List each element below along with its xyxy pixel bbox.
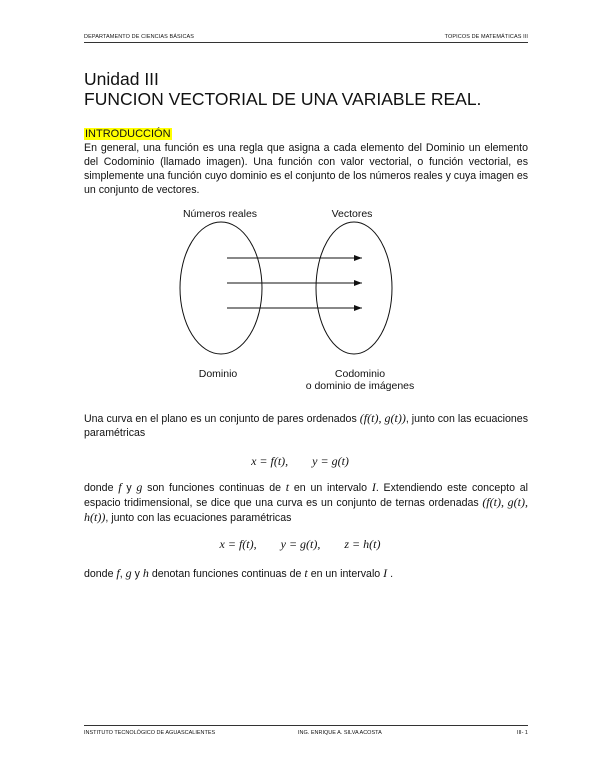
symbol-t: t	[304, 566, 308, 580]
equation-z: z = h(t)	[344, 537, 381, 551]
diagram-label-codomain: Codominio	[334, 368, 386, 380]
symbol-I: I	[371, 480, 376, 494]
plane-curve-text-a: Una curva en el plano es un conjunto de pares ordenados	[84, 413, 357, 425]
symbol-g: g	[125, 566, 132, 580]
plane-curve-paragraph	[84, 411, 528, 440]
unit-title: Unidad III	[84, 69, 159, 89]
symbol-f: f	[116, 566, 120, 580]
symbol-f: f	[118, 480, 122, 494]
space-text-a: donde	[84, 482, 114, 494]
space-curve-paragraph	[84, 480, 528, 525]
equation-y: y = g(t),	[280, 537, 321, 551]
equation-x: x = f(t),	[251, 454, 289, 468]
plane-curve-text-b: , junto con las ecuaciones paramétricas	[84, 413, 528, 439]
diagram-label-image-domain: o dominio de imágenes	[305, 380, 415, 392]
closing-text-c: en un intervalo	[310, 568, 381, 580]
intro-paragraph: En general, una función es una regla que asigna a cada elemento del Dominio un elemento del Codominio (llamado imagen). Una función con valor vectorial, o función vectorial, es simplemente una función cuyo dominio es el conjunto de los números reales y cuya imagen es un conjunto de vectores.	[84, 142, 529, 196]
closing-text-a: donde	[84, 568, 114, 580]
codomain-ellipse	[316, 222, 392, 354]
space-text-y: y	[126, 482, 132, 494]
closing-text-y: y	[134, 568, 140, 580]
header-rule	[84, 42, 528, 43]
unit-subtitle: FUNCION VECTORIAL DE UNA VARIABLE REAL.	[84, 89, 482, 109]
header-course: TOPICOS DE MATEMÁTICAS III	[444, 34, 528, 40]
space-text-c: en un intervalo	[293, 482, 368, 494]
symbol-I: I	[383, 566, 388, 580]
closing-comma: ,	[119, 568, 123, 580]
space-text-b: son funciones continuas de	[147, 482, 282, 494]
footer-page-number: III- 1	[516, 730, 528, 736]
symbol-h: h	[142, 566, 149, 580]
symbol-t: t	[285, 480, 290, 494]
plane-equations	[0, 454, 600, 469]
equation-x: x = f(t),	[219, 537, 257, 551]
space-text-d: . Extendiendo este concepto al espacio tridimensional, se dice que una curva es un conjunto de ternas ordenadas	[84, 482, 528, 509]
ordered-triple: (f(t), g(t), h(t))	[84, 495, 528, 524]
symbol-g: g	[136, 480, 143, 494]
closing-paragraph	[84, 566, 528, 581]
diagram-label-vectors: Vectores	[331, 208, 373, 220]
ordered-pair: (f(t), g(t))	[359, 411, 406, 425]
header-department: DEPARTAMENTO DE CIENCIAS BÁSICAS	[84, 34, 195, 40]
closing-end: .	[390, 568, 394, 580]
mapping-diagram	[170, 205, 450, 395]
equation-y: y = g(t)	[312, 454, 349, 468]
footer-author: ING. ENRIQUE A. SILVA ACOSTA	[298, 730, 382, 736]
footer-institute: INSTITUTO TECNOLÓGICO DE AGUASCALIENTES	[84, 730, 216, 736]
diagram-label-real-numbers: Números reales	[182, 208, 258, 220]
closing-text-b: denotan funciones continuas de	[151, 568, 302, 580]
diagram-label-domain: Dominio	[198, 368, 238, 380]
space-equations	[0, 537, 600, 552]
footer-rule	[84, 725, 528, 726]
domain-ellipse	[180, 222, 262, 354]
intro-heading: INTRODUCCIÓN	[85, 128, 171, 140]
space-text-e: , junto con las ecuaciones paramétricas	[105, 512, 292, 524]
